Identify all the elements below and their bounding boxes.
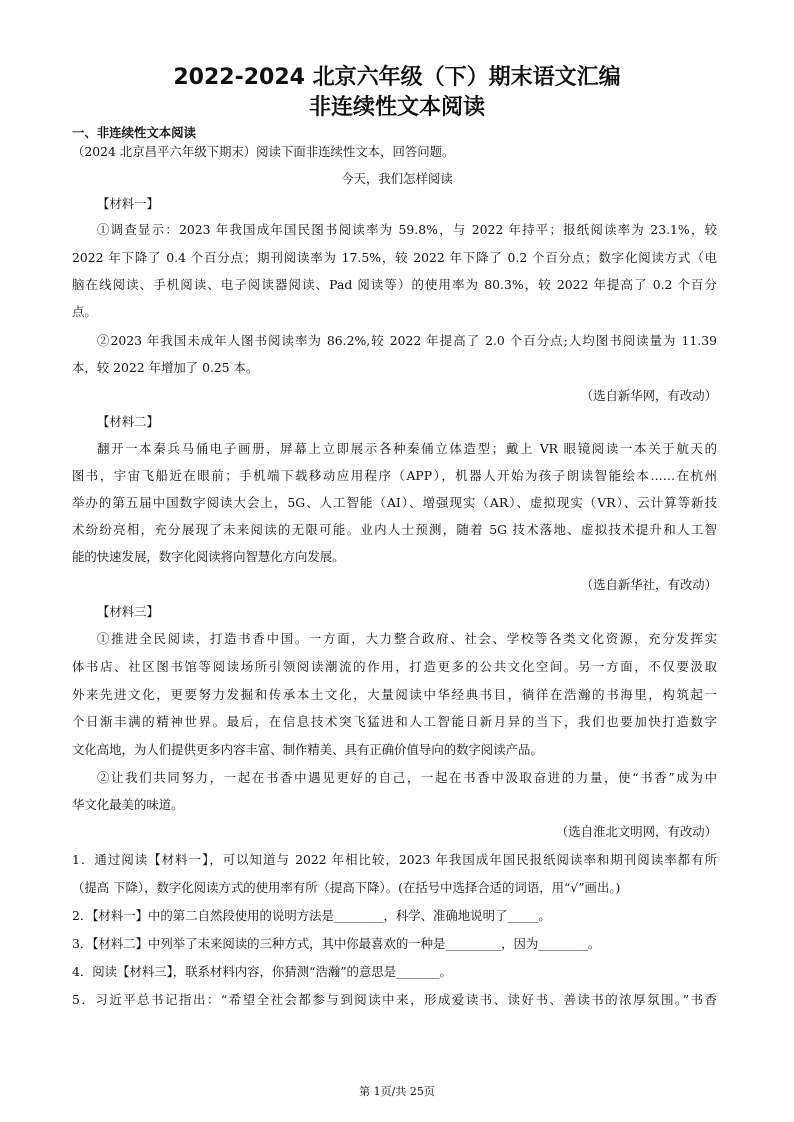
material2-text-line: 举办的第五届中国数字阅读大会上，5G、人工智能（AI）、增强现实（AR）、虚拟现实（VR）、云计算等新技 — [72, 495, 717, 510]
material2-label: 【材料二】 — [97, 414, 159, 429]
page-number: 第 1页/共 25页 — [359, 1085, 435, 1098]
material3-text-line: 外来先进文化，更要努力发掘和传承本土文化，大量阅读中华经典书目，徜徉在浩瀚的书海里，构筑起一 — [72, 687, 717, 702]
article-title: 今天，我们怎样阅读 — [341, 171, 453, 186]
material3-text-line: 体书店、社区图书馆等阅读场所引领阅读潮流的作用，打造更多的公共文化空间。另一方面，不仅要汲取 — [72, 659, 717, 674]
material2-text-line: 能的快速发展，数字化阅读将向智慧化方向发展。 — [72, 549, 345, 564]
material3-source: （选自淮北文明网，有改动） — [555, 824, 717, 839]
question-4: 4．阅读【材料三】，联系材料内容，你猜测“浩瀚”的意思是_______。 — [72, 964, 452, 979]
material3-text-line: 文化高地，为人们提供更多内容丰富、制作精美、具有正确价值导向的数字阅读产品。 — [72, 742, 543, 757]
material2-text-line: 翻开一本秦兵马俑电子画册，屏幕上立即展示各种秦俑立体造型；戴上 VR 眼镜阅读一本关于航天的 — [97, 441, 717, 456]
material3-label: 【材料三】 — [97, 604, 159, 619]
material1-text-line: 点。 — [72, 304, 97, 319]
document-subtitle: 非连续性文本阅读 — [308, 95, 485, 120]
material2-text-line: 图书，宇宙飞船近在眼前；手机端下载移动应用程序（APP），机器人开始为孩子朗读智能绘本……在杭州 — [72, 468, 717, 483]
material2-source: （选自新华社，有改动） — [580, 577, 717, 592]
source-line: （2024 北京昌平六年级下期末）阅读下面非连续性文本，回答问题。 — [72, 144, 455, 159]
material3-text-line: 个日渐丰满的精神世界。最后，在信息技术突飞猛进和人工智能日新月异的当下，我们也要加快打造数字 — [72, 714, 717, 729]
material1-text-line: ②2023 年我国未成年人图书阅读率为 86.2%,较 2022 年提高了 2.0 个百分点;人均图书阅读量为 11.39 — [97, 333, 717, 348]
material1-label: 【材料一】 — [97, 196, 159, 211]
question-2: 2．【材料一】中的第二自然段使用的说明方法是________，科学、准确地说明了_____。 — [72, 908, 551, 923]
material1-text-line: 2022 年下降了 0.4 个百分点；期刊阅读率为 17.5%，较 2022 年下降了 0.2 个百分点；数字化阅读方式（电 — [72, 250, 717, 265]
question-1-line: 1．通过阅读【材料一】，可以知道与 2022 年相比较，2023 年我国成年国民报纸阅读率和期刊阅读率都有所 — [72, 852, 717, 867]
material2-text-line: 术纷纷亮相，充分展现了未来阅读的无限可能。业内人士预测，随着 5G 技术落地、虚拟技术提升和人工智 — [72, 522, 717, 537]
question-5: 5．习近平总书记指出：“希望全社会都参与到阅读中来，形成爱读书、读好书、善读书的浓厚氛围。”书香 — [72, 992, 717, 1007]
document-title: 2022-2024 北京六年级（下）期末语文汇编 — [173, 65, 621, 90]
material3-text-line: ①推进全民阅读，打造书香中国。一方面，大力整合政府、社会、学校等各类文化资源，充分发挥实 — [97, 631, 717, 646]
question-1-line: （提高 下降），数字化阅读方式的使用率有所（提高下降）。(在括号中选择合适的词语，用“√”画出。) — [72, 880, 621, 895]
material1-source: （选自新华网，有改动） — [580, 388, 717, 403]
material3-text-line: 华文化最美的味道。 — [72, 797, 184, 812]
material1-text-line: ①调查显示：2023 年我国成年国民图书阅读率为 59.8%，与 2022 年持平；报纸阅读率为 23.1%，较 — [97, 222, 717, 237]
question-3: 3．【材料二】中列举了未来阅读的三种方式，其中你最喜欢的一种是_________，因为________。 — [72, 936, 601, 951]
material1-text-line: 脑在线阅读、手机阅读、电子阅读器阅读、Pad 阅读等）的使用率为 80.3%，较 2022 年提高了 0.2 个百分 — [72, 277, 717, 292]
section-heading: 一、非连续性文本阅读 — [72, 125, 196, 140]
material3-text-line: ②让我们共同努力，一起在书香中遇见更好的自己，一起在书香中汲取奋进的力量，使“书香”成为中 — [97, 770, 717, 785]
material1-text-line: 本，较 2022 年增加了 0.25 本。 — [72, 360, 259, 375]
